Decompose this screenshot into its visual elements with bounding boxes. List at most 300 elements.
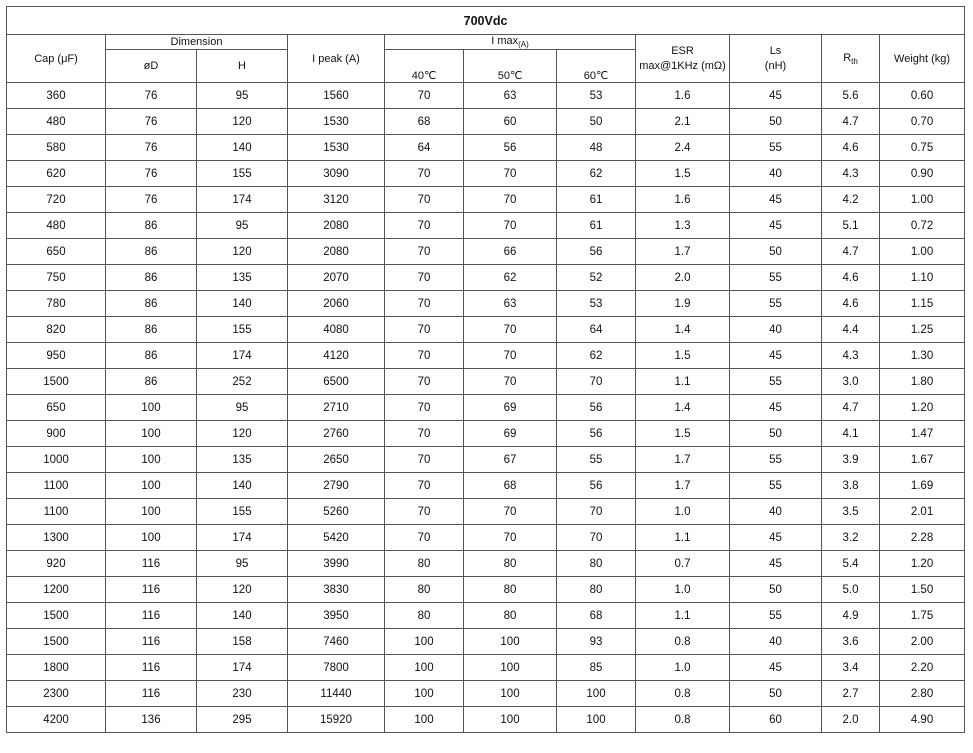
cell-ls: 45 [730,655,822,681]
cell-imax-60: 85 [557,655,636,681]
cell-diameter: 136 [106,707,197,733]
cell-imax-50: 70 [464,187,557,213]
cell-imax-60: 61 [557,187,636,213]
cell-diameter: 86 [106,343,197,369]
cell-imax-60: 80 [557,551,636,577]
cell-imax-60: 48 [557,135,636,161]
cell-imax-50: 100 [464,681,557,707]
cell-diameter: 86 [106,317,197,343]
cell-rth: 4.9 [822,603,880,629]
cell-height: 140 [197,135,288,161]
cell-imax-40: 70 [385,187,464,213]
cell-imax-60: 56 [557,395,636,421]
cell-weight: 1.80 [880,369,965,395]
cell-esr: 1.5 [636,161,730,187]
cell-weight: 1.20 [880,551,965,577]
cell-imax-50: 70 [464,525,557,551]
cell-imax-50: 100 [464,707,557,733]
cell-height: 120 [197,577,288,603]
cell-esr: 1.6 [636,83,730,109]
table-body [7,83,965,733]
cell-imax-60: 56 [557,421,636,447]
cell-esr: 0.7 [636,551,730,577]
cell-esr: 2.1 [636,109,730,135]
cell-imax-40: 70 [385,239,464,265]
cell-diameter: 76 [106,83,197,109]
cell-imax-60: 61 [557,213,636,239]
cell-ipeak: 2070 [288,265,385,291]
cell-rth: 4.6 [822,265,880,291]
cell-diameter: 86 [106,265,197,291]
cell-ipeak: 7460 [288,629,385,655]
table-row [7,473,965,499]
cell-weight: 1.50 [880,577,965,603]
cell-diameter: 116 [106,629,197,655]
cell-imax-50: 100 [464,629,557,655]
cell-esr: 1.1 [636,525,730,551]
cell-weight: 2.80 [880,681,965,707]
cell-imax-60: 100 [557,707,636,733]
table-row [7,291,965,317]
cell-imax-60: 53 [557,291,636,317]
cell-cap: 780 [7,291,106,317]
cell-ls: 45 [730,343,822,369]
cell-diameter: 86 [106,213,197,239]
cell-imax-50: 60 [464,109,557,135]
cell-diameter: 76 [106,161,197,187]
cell-imax-40: 70 [385,265,464,291]
cell-cap: 820 [7,317,106,343]
cell-height: 95 [197,551,288,577]
cell-cap: 920 [7,551,106,577]
header-temp-60: 60℃ [557,50,636,83]
cell-ipeak: 1530 [288,135,385,161]
cell-ls: 40 [730,317,822,343]
cell-height: 155 [197,161,288,187]
table-row [7,655,965,681]
cell-height: 95 [197,213,288,239]
cell-ls: 50 [730,577,822,603]
cell-height: 135 [197,265,288,291]
table-row [7,343,965,369]
table-row [7,213,965,239]
cell-imax-40: 70 [385,369,464,395]
cell-rth: 4.4 [822,317,880,343]
cell-ls: 40 [730,629,822,655]
cell-imax-60: 70 [557,499,636,525]
cell-imax-60: 64 [557,317,636,343]
cell-imax-50: 70 [464,499,557,525]
cell-cap: 1300 [7,525,106,551]
cell-esr: 1.4 [636,317,730,343]
cell-esr: 1.0 [636,499,730,525]
cell-height: 174 [197,343,288,369]
cell-height: 140 [197,603,288,629]
cell-ls: 45 [730,187,822,213]
cell-imax-50: 70 [464,343,557,369]
cell-esr: 2.4 [636,135,730,161]
cell-diameter: 76 [106,109,197,135]
cell-imax-50: 69 [464,395,557,421]
cell-imax-40: 80 [385,577,464,603]
header-ls [730,35,822,83]
cell-weight: 0.60 [880,83,965,109]
cell-cap: 360 [7,83,106,109]
cell-weight: 4.90 [880,707,965,733]
table-row [7,395,965,421]
cell-rth: 5.6 [822,83,880,109]
cell-ls: 55 [730,291,822,317]
cell-imax-40: 70 [385,447,464,473]
cell-height: 174 [197,187,288,213]
cell-weight: 2.00 [880,629,965,655]
cell-imax-40: 70 [385,421,464,447]
cell-esr: 1.5 [636,343,730,369]
cell-ls: 45 [730,213,822,239]
cell-ipeak: 7800 [288,655,385,681]
cell-height: 140 [197,291,288,317]
cell-esr: 0.8 [636,629,730,655]
table-row [7,551,965,577]
cell-rth: 5.4 [822,551,880,577]
cell-cap: 720 [7,187,106,213]
cell-rth: 4.7 [822,239,880,265]
cell-rth: 3.5 [822,499,880,525]
cell-cap: 1500 [7,369,106,395]
cell-ipeak: 4080 [288,317,385,343]
cell-ls: 45 [730,83,822,109]
table-row [7,265,965,291]
cell-cap: 1500 [7,629,106,655]
cell-diameter: 116 [106,577,197,603]
cell-height: 230 [197,681,288,707]
cell-ipeak: 3120 [288,187,385,213]
cell-imax-60: 56 [557,239,636,265]
header-rth-sub: th [851,56,858,66]
cell-weight: 1.00 [880,187,965,213]
cell-imax-50: 66 [464,239,557,265]
cell-imax-40: 64 [385,135,464,161]
cell-diameter: 100 [106,421,197,447]
cell-ipeak: 4120 [288,343,385,369]
header-diameter: øD [106,50,197,83]
table-title: 700Vdc [7,7,965,35]
cell-imax-40: 100 [385,681,464,707]
cell-cap: 950 [7,343,106,369]
cell-imax-40: 100 [385,629,464,655]
cell-rth: 4.3 [822,343,880,369]
cell-rth: 3.2 [822,525,880,551]
header-dimension: Dimension [106,35,288,50]
cell-weight: 1.00 [880,239,965,265]
cell-ls: 55 [730,473,822,499]
table-row [7,187,965,213]
cell-imax-40: 70 [385,473,464,499]
header-esr-line1: ESR [671,44,694,57]
cell-esr: 1.9 [636,291,730,317]
cell-rth: 2.7 [822,681,880,707]
cell-imax-60: 52 [557,265,636,291]
cell-height: 295 [197,707,288,733]
cell-ipeak: 1560 [288,83,385,109]
cell-weight: 1.69 [880,473,965,499]
cell-esr: 1.0 [636,655,730,681]
cell-imax-40: 80 [385,551,464,577]
cell-cap: 1100 [7,499,106,525]
cell-diameter: 100 [106,447,197,473]
table-row [7,707,965,733]
cell-ipeak: 1530 [288,109,385,135]
cell-cap: 1500 [7,603,106,629]
cell-rth: 3.9 [822,447,880,473]
table-row [7,447,965,473]
cell-ipeak: 2080 [288,213,385,239]
cell-weight: 1.15 [880,291,965,317]
cell-imax-40: 68 [385,109,464,135]
cell-imax-50: 70 [464,213,557,239]
cell-weight: 0.90 [880,161,965,187]
cell-diameter: 100 [106,525,197,551]
cell-rth: 4.7 [822,395,880,421]
cell-esr: 1.1 [636,603,730,629]
cell-rth: 5.1 [822,213,880,239]
cell-weight: 2.20 [880,655,965,681]
cell-rth: 4.3 [822,161,880,187]
cell-imax-60: 100 [557,681,636,707]
cell-height: 155 [197,499,288,525]
cell-imax-50: 70 [464,161,557,187]
table-row [7,135,965,161]
cell-imax-40: 100 [385,707,464,733]
table-row [7,629,965,655]
cell-diameter: 76 [106,135,197,161]
header-temp-50: 50℃ [464,50,557,83]
cell-rth: 4.7 [822,109,880,135]
cell-ipeak: 3090 [288,161,385,187]
cell-diameter: 100 [106,395,197,421]
cell-imax-60: 55 [557,447,636,473]
cell-diameter: 86 [106,291,197,317]
cell-cap: 750 [7,265,106,291]
cell-ls: 55 [730,135,822,161]
cell-cap: 650 [7,239,106,265]
cell-imax-50: 100 [464,655,557,681]
cell-height: 174 [197,655,288,681]
cell-esr: 1.7 [636,239,730,265]
cell-esr: 0.8 [636,681,730,707]
cell-ipeak: 6500 [288,369,385,395]
cell-imax-60: 56 [557,473,636,499]
table-row [7,161,965,187]
cell-imax-50: 67 [464,447,557,473]
cell-diameter: 86 [106,239,197,265]
cell-diameter: 86 [106,369,197,395]
cell-cap: 1200 [7,577,106,603]
header-esr [636,35,730,83]
cell-height: 174 [197,525,288,551]
cell-imax-60: 70 [557,369,636,395]
cell-cap: 480 [7,213,106,239]
cell-imax-60: 93 [557,629,636,655]
cell-rth: 3.6 [822,629,880,655]
cell-ls: 45 [730,551,822,577]
table-row [7,577,965,603]
cell-imax-40: 70 [385,291,464,317]
cell-imax-40: 70 [385,525,464,551]
cell-imax-60: 50 [557,109,636,135]
cell-imax-40: 70 [385,317,464,343]
cell-height: 135 [197,447,288,473]
header-rth-main: R [843,51,852,64]
cell-weight: 1.25 [880,317,965,343]
cell-ls: 60 [730,707,822,733]
table-row [7,109,965,135]
cell-diameter: 100 [106,473,197,499]
cell-weight: 0.72 [880,213,965,239]
cell-diameter: 116 [106,681,197,707]
cell-cap: 1800 [7,655,106,681]
cell-cap: 650 [7,395,106,421]
cell-cap: 580 [7,135,106,161]
cell-rth: 5.0 [822,577,880,603]
cell-ipeak: 3830 [288,577,385,603]
cell-ipeak: 2760 [288,421,385,447]
cell-weight: 1.20 [880,395,965,421]
header-ipeak: I peak (A) [288,35,385,83]
cell-cap: 900 [7,421,106,447]
cell-ls: 40 [730,161,822,187]
cell-weight: 1.67 [880,447,965,473]
cell-imax-60: 68 [557,603,636,629]
cell-height: 140 [197,473,288,499]
cell-ls: 50 [730,239,822,265]
cell-ls: 55 [730,369,822,395]
cell-ls: 50 [730,109,822,135]
cell-esr: 0.8 [636,707,730,733]
cell-imax-50: 80 [464,603,557,629]
cell-height: 95 [197,83,288,109]
header-ls-line2: (nH) [764,59,787,72]
cell-cap: 480 [7,109,106,135]
cell-ls: 55 [730,447,822,473]
table-row [7,603,965,629]
cell-imax-50: 63 [464,83,557,109]
cell-imax-60: 62 [557,161,636,187]
cell-weight: 2.28 [880,525,965,551]
cell-esr: 2.0 [636,265,730,291]
cell-cap: 1100 [7,473,106,499]
cell-cap: 2300 [7,681,106,707]
cell-imax-50: 70 [464,317,557,343]
cell-ipeak: 15920 [288,707,385,733]
cell-height: 158 [197,629,288,655]
cell-diameter: 100 [106,499,197,525]
table-row [7,681,965,707]
table-row [7,83,965,109]
cell-rth: 3.8 [822,473,880,499]
cell-imax-40: 70 [385,161,464,187]
cell-height: 95 [197,395,288,421]
cell-rth: 3.0 [822,369,880,395]
cell-weight: 0.75 [880,135,965,161]
table-row [7,239,965,265]
cell-height: 120 [197,421,288,447]
cell-height: 155 [197,317,288,343]
cell-imax-60: 70 [557,525,636,551]
table-row [7,499,965,525]
cell-cap: 4200 [7,707,106,733]
header-cap: Cap (μF) [7,35,106,83]
cell-weight: 1.47 [880,421,965,447]
cell-ls: 45 [730,525,822,551]
cell-ls: 55 [730,603,822,629]
cell-imax-40: 70 [385,213,464,239]
cell-ipeak: 5420 [288,525,385,551]
cell-imax-60: 80 [557,577,636,603]
table-row [7,525,965,551]
cell-imax-40: 70 [385,499,464,525]
cell-rth: 2.0 [822,707,880,733]
cell-diameter: 116 [106,551,197,577]
cell-esr: 1.5 [636,421,730,447]
cell-cap: 620 [7,161,106,187]
cell-diameter: 116 [106,655,197,681]
header-imax-text: I max [491,35,519,47]
cell-imax-50: 80 [464,577,557,603]
header-imax [385,35,636,50]
cell-weight: 0.70 [880,109,965,135]
cell-ipeak: 5260 [288,499,385,525]
cell-esr: 1.6 [636,187,730,213]
cell-weight: 1.10 [880,265,965,291]
cell-height: 252 [197,369,288,395]
cell-ls: 40 [730,499,822,525]
header-rth [822,35,880,83]
cell-weight: 2.01 [880,499,965,525]
cell-ipeak: 2790 [288,473,385,499]
table-row [7,317,965,343]
cell-esr: 1.1 [636,369,730,395]
cell-cap: 1000 [7,447,106,473]
cell-ipeak: 2710 [288,395,385,421]
cell-imax-50: 62 [464,265,557,291]
header-temp-40: 40℃ [385,50,464,83]
cell-weight: 1.30 [880,343,965,369]
cell-esr: 1.7 [636,473,730,499]
cell-imax-40: 70 [385,343,464,369]
header-imax-unit: (A) [518,40,529,50]
header-weight: Weight (kg) [880,35,965,83]
cell-height: 120 [197,239,288,265]
cell-rth: 4.1 [822,421,880,447]
cell-ipeak: 2080 [288,239,385,265]
header-height: H [197,50,288,83]
capacitor-spec-table [6,6,965,733]
table-row [7,421,965,447]
table-row [7,369,965,395]
cell-imax-40: 80 [385,603,464,629]
cell-imax-50: 69 [464,421,557,447]
cell-imax-40: 70 [385,395,464,421]
cell-imax-50: 70 [464,369,557,395]
cell-esr: 1.7 [636,447,730,473]
cell-imax-40: 100 [385,655,464,681]
cell-esr: 1.3 [636,213,730,239]
cell-imax-60: 62 [557,343,636,369]
cell-ipeak: 2650 [288,447,385,473]
cell-ls: 50 [730,421,822,447]
cell-ipeak: 2060 [288,291,385,317]
